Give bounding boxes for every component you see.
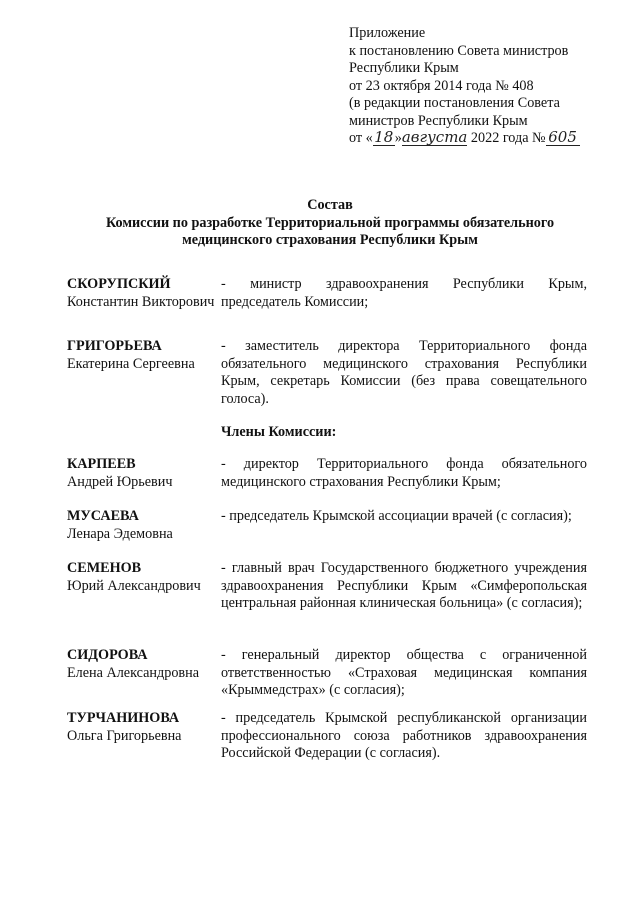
- member-name: [67, 456, 217, 491]
- appendix-line: от 23 октября 2014 года № 408: [349, 77, 534, 94]
- member-surname: СКОРУПСКИЙ: [67, 276, 171, 292]
- member-given-name: Елена Александровна: [67, 664, 199, 681]
- member-duty: - директор Территориального фонда обязательного медицинского страхования Республики Крым;: [221, 456, 587, 490]
- handwritten-number: 605: [546, 130, 580, 146]
- member-duty: - генеральный директор общества с ограниченной ответственностью «Страховая медицинская компания «Крыммедстрах» (с согласия);: [221, 647, 587, 698]
- date-year: 2022 года №: [470, 130, 546, 146]
- title-line: медицинского страхования Республики Крым: [182, 232, 478, 248]
- appendix-line: Республики Крым: [349, 60, 459, 76]
- document-title: [40, 197, 620, 250]
- appendix-block: [349, 25, 619, 148]
- appendix-line: к постановлению Совета министров: [349, 42, 569, 59]
- member-surname: ТУРЧАНИНОВА: [67, 710, 180, 726]
- member-duty: - главный врач Государственного бюджетного учреждения здравоохранения Республики Крым «Симферопольская центральная районная клиническая больница» (с согласия);: [221, 560, 587, 611]
- handwritten-day: 18: [374, 128, 394, 146]
- members-heading: Члены Комиссии:: [221, 424, 337, 440]
- member-given-name: Андрей Юрьевич: [67, 473, 173, 490]
- title-line: Комиссии по разработке Территориальной программы обязательного: [105, 214, 555, 231]
- member-duty: - министр здравоохранения Республики Крым, председатель Комиссии;: [221, 276, 587, 310]
- appendix-line: (в редакции постановления Совета: [349, 95, 560, 111]
- member-surname: СИДОРОВА: [67, 647, 148, 663]
- member-duty: - председатель Крымской ассоциации врачей (с согласия);: [221, 508, 572, 524]
- date-prefix: от «: [349, 130, 373, 146]
- member-given-name: Ленара Эдемовна: [67, 525, 173, 542]
- member-surname: СЕМЕНОВ: [67, 560, 142, 576]
- member-surname: ГРИГОРЬЕВА: [67, 338, 162, 354]
- member-name: [67, 276, 217, 311]
- appendix-date-line: [349, 130, 619, 148]
- member-name: [67, 338, 217, 373]
- member-name: [67, 560, 217, 595]
- member-given-name: Юрий Александрович: [67, 577, 201, 594]
- title-line: Состав: [307, 197, 353, 213]
- date-mid: »: [394, 130, 402, 146]
- member-name: [67, 508, 217, 543]
- appendix-line: министров Республики Крым: [349, 112, 528, 129]
- member-given-name: Константин Викторович: [67, 293, 215, 310]
- member-name: [67, 710, 217, 745]
- appendix-line: Приложение: [349, 25, 426, 41]
- member-surname: КАРПЕЕВ: [67, 456, 136, 472]
- handwritten-month: августа: [401, 128, 468, 146]
- member-duty: - председатель Крымской республиканской организации профессионального союза работников здравоохранения Российской Федерации (с согласия).: [221, 710, 587, 761]
- member-duty: - заместитель директора Территориального фонда обязательного медицинского страхования Республики Крым, секретарь Комиссии (без права совещательного голоса).: [221, 338, 587, 407]
- member-given-name: Екатерина Сергеевна: [67, 355, 195, 372]
- member-surname: МУСАЕВА: [67, 508, 139, 524]
- member-name: [67, 647, 217, 682]
- member-given-name: Ольга Григорьевна: [67, 727, 182, 744]
